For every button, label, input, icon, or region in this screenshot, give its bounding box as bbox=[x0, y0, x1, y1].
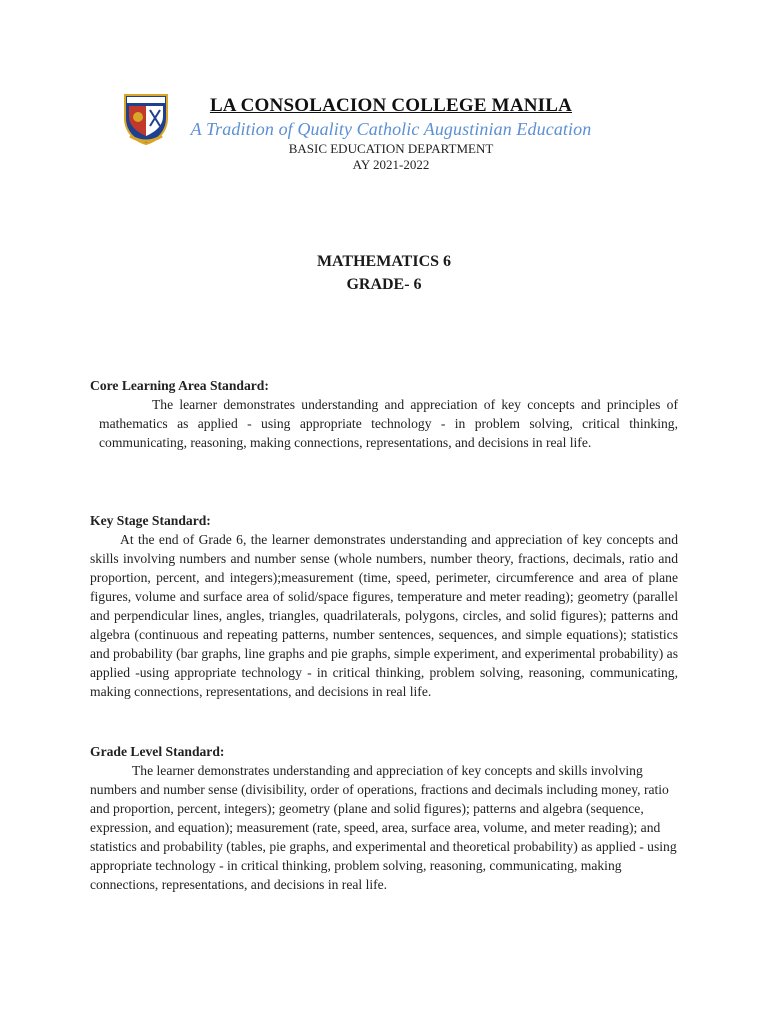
subject-title: MATHEMATICS 6 bbox=[316, 253, 452, 270]
school-tagline: A Tradition of Quality Catholic Augustinian Education bbox=[190, 119, 592, 139]
core-learning-area-standard bbox=[90, 376, 678, 452]
key-stage-heading: Key Stage Standard: bbox=[90, 513, 211, 528]
school-name: LA CONSOLACION COLLEGE MANILA bbox=[209, 95, 573, 116]
document-title bbox=[0, 250, 768, 296]
key-stage-standard bbox=[90, 511, 678, 701]
letterhead bbox=[0, 0, 768, 180]
grade-level-standard bbox=[90, 742, 678, 894]
school-header-text bbox=[0, 95, 768, 173]
grade-level-body: The learner demonstrates understanding and appreciation of key concepts and skills involving numbers and number sense (divisibility, order of operations, fractions and decimals including money, ratio and proportion, percent, integers); geometry (plane and solid figures); patterns and algebra (sequence, expression, and equation); measurement (rate, speed, area, surface area, volume, and meter reading); and statistics and probability (tables, pie graphs, and experimental and theoretical probability) as applied - using appropriate technology - in critical thinking, problem solving, reasoning, communicating, making connections, representations, and decisions in real life. bbox=[90, 763, 677, 892]
department-name: BASIC EDUCATION DEPARTMENT bbox=[288, 141, 494, 156]
academic-year: AY 2021-2022 bbox=[352, 157, 430, 172]
core-standard-heading: Core Learning Area Standard: bbox=[90, 378, 269, 393]
grade-level-heading: Grade Level Standard: bbox=[90, 744, 225, 759]
grade-title: GRADE- 6 bbox=[346, 276, 422, 293]
key-stage-body: At the end of Grade 6, the learner demonstrates understanding and appreciation of key concepts and skills involving numbers and number sense (whole numbers, number theory, fractions, decimals, ratio and proportion, percent, and integers);measurement (time, speed, perimeter, circumference and area of plane figures, volume and surface area of solid/space figures, temperature and meter reading); geometry (parallel and perpendicular lines, angles, triangles, quadrilaterals, polygons, circles, and solid figures); patterns and algebra (continuous and repeating patterns, number sentences, sequences, and simple equations); statistics and probability (bar graphs, line graphs and pie graphs, simple experiment, and experimental probability) as applied -using appropriate technology - in critical thinking, problem solving, reasoning, communicating, making connections, representations, and decisions in real life. bbox=[90, 532, 678, 699]
core-standard-body: The learner demonstrates understanding and appreciation of key concepts and principles of mathematics as applied - using appropriate technology - in problem solving, critical thinking, communicating, reasoning, making connections, representations, and decisions in real life. bbox=[99, 397, 678, 450]
